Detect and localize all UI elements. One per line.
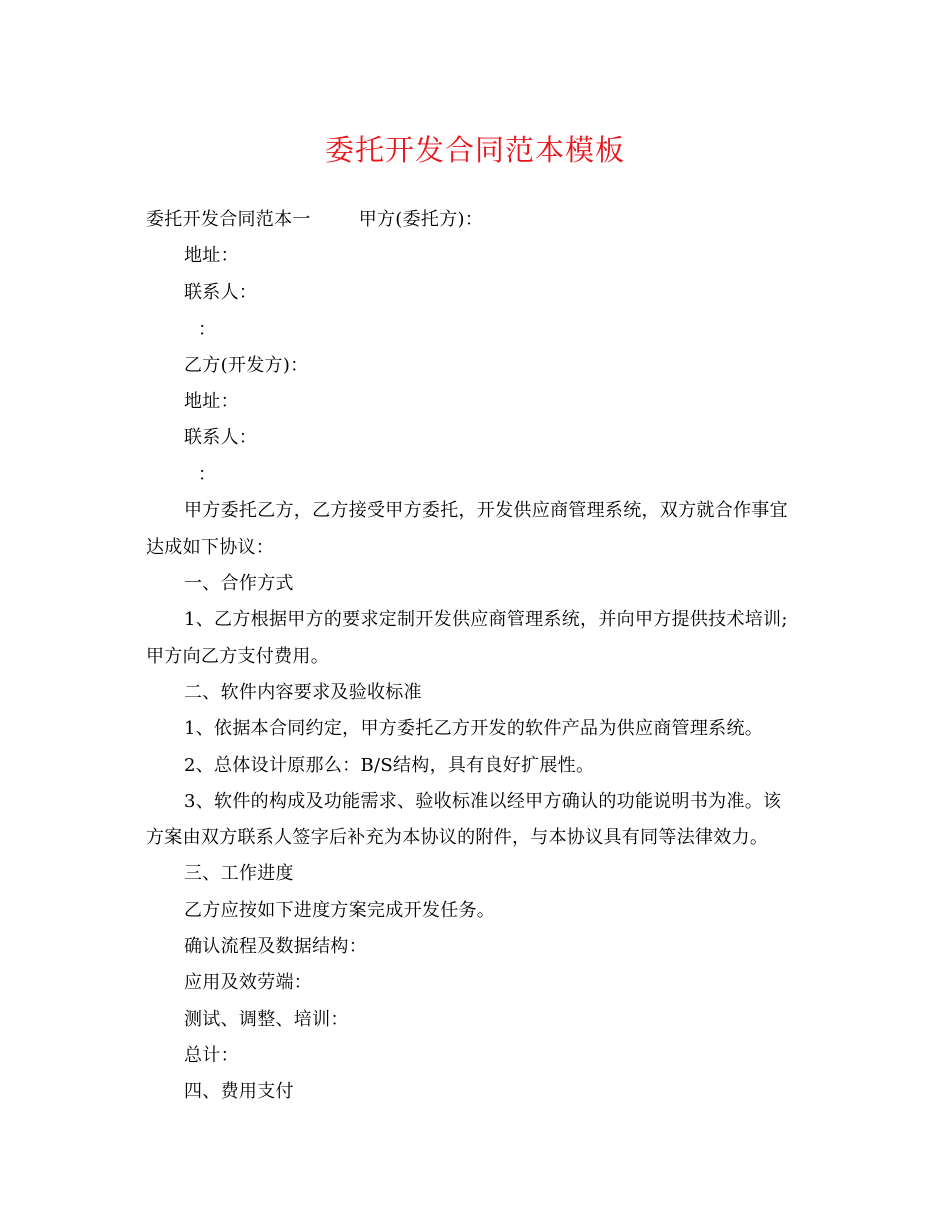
party-b-contact: 联系人：	[184, 427, 258, 448]
section-1-heading: 一、合作方式	[184, 573, 294, 594]
section-3-line-1: 乙方应按如下进度方案完成开发任务。	[184, 900, 496, 921]
party-b-address: 地址：	[184, 391, 239, 412]
intro-left-text: 委托开发合同范本一	[146, 209, 311, 230]
paragraph-1-line-1: 甲方委托乙方，乙方接受甲方委托，开发供应商管理系统，双方就合作事宜	[184, 500, 788, 521]
section-3-heading: 三、工作进度	[184, 863, 294, 884]
section-3-line-4: 测试、调整、培训：	[184, 1009, 349, 1030]
section-2-item-3-line-2: 方案由双方联系人签字后补充为本协议的附件，与本协议具有同等法律效力。	[146, 827, 769, 848]
party-b-colon: ：	[198, 464, 217, 485]
section-2-item-1: 1、依据本合同约定，甲方委托乙方开发的软件产品为供应商管理系统。	[184, 718, 764, 739]
section-1-item-1-line-2: 甲方向乙方支付费用。	[146, 646, 329, 667]
section-3-line-5: 总计：	[184, 1045, 239, 1066]
section-3-line-3: 应用及效劳端：	[184, 972, 313, 993]
party-a-colon: ：	[198, 319, 217, 340]
section-2-item-3-line-1: 3、软件的构成及功能需求、验收标准以经甲方确认的功能说明书为准。该	[184, 791, 782, 812]
document-title: 委托开发合同范本模板	[324, 133, 625, 167]
party-a-address: 地址：	[184, 245, 239, 266]
section-2-heading: 二、软件内容要求及验收标准	[184, 682, 422, 703]
intro-row	[146, 208, 483, 232]
party-b-label: 乙方(开发方)：	[184, 355, 309, 376]
paragraph-1-line-2: 达成如下协议：	[146, 537, 275, 558]
party-a-contact: 联系人：	[184, 282, 258, 303]
section-4-heading: 四、费用支付	[184, 1081, 294, 1102]
section-1-item-1-line-1: 1、乙方根据甲方的要求定制开发供应商管理系统，并向甲方提供技术培训;	[184, 609, 788, 630]
party-a-label: 甲方(委托方)：	[358, 209, 484, 230]
section-3-line-2: 确认流程及数据结构：	[184, 936, 367, 957]
section-2-item-2: 2、总体设计原那么：B/S结构，具有良好扩展性。	[184, 755, 595, 776]
